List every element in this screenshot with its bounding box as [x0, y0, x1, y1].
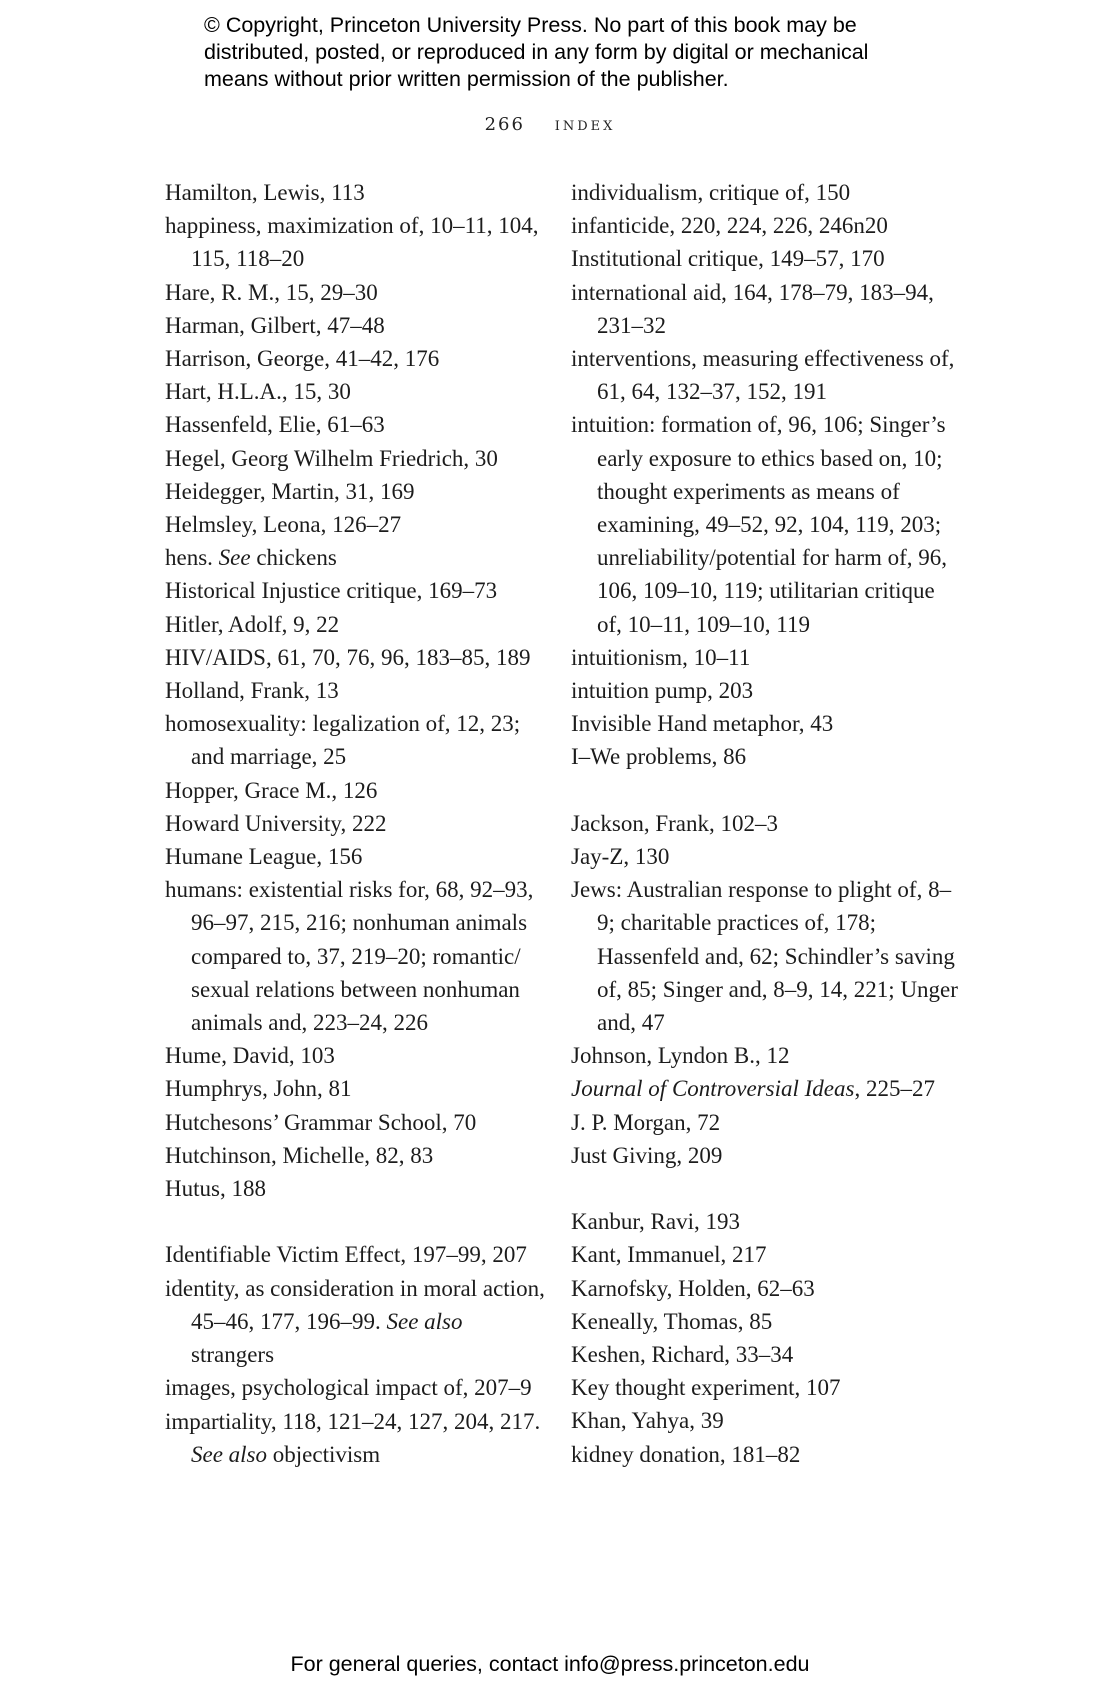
index-entry-text: objectivism [267, 1441, 381, 1467]
index-entry-text: Humphrys, John, 81 [165, 1076, 352, 1102]
index-entry [571, 1238, 961, 1271]
index-entry [165, 1172, 550, 1205]
index-entry [571, 707, 961, 740]
index-entry [165, 342, 550, 375]
index-entry [165, 442, 550, 475]
index-entry [571, 1438, 961, 1471]
section-title: index [554, 114, 616, 135]
index-entry-text: Hutus, 188 [165, 1176, 266, 1202]
index-entry-text: Hamilton, Lewis, 113 [165, 180, 365, 205]
index-entry-text: I–We problems, 86 [571, 744, 747, 770]
index-entry [571, 1272, 961, 1305]
index-entry-text: J. P. Morgan, 72 [571, 1109, 721, 1135]
index-entry [165, 1371, 550, 1404]
index-entry-text: Heidegger, Martin, 31, 169 [165, 478, 415, 504]
index-entry-italic-text: See [218, 545, 251, 571]
index-entry-text: kidney donation, 181–82 [571, 1441, 801, 1467]
index-entry-text: Hume, David, 103 [165, 1043, 335, 1069]
index-entry [571, 740, 961, 773]
index-entry [165, 375, 550, 408]
running-head [0, 114, 1100, 135]
index-entry [165, 541, 550, 574]
index-entry-text: Key thought experiment, 107 [571, 1375, 841, 1401]
page-number: 266 [484, 114, 525, 135]
index-entry-text: Hare, R. M., 15, 29–30 [165, 279, 378, 305]
index-entry [165, 574, 550, 607]
index-entry [165, 641, 550, 674]
index-entry [571, 674, 961, 707]
index-entry-text: identity, as consideration in moral action, 45–46, 177, 196–99. [165, 1275, 545, 1334]
index-entry [165, 209, 550, 275]
index-entry [165, 309, 550, 342]
index-entry-text: humans: existential risks for, 68, 92–93, 96–97, 215, 216; nonhuman animals compared to, 37, 219–20; romantic/ sexual relations between nonhuman animals and, 223–24, 226 [165, 877, 534, 1036]
index-entry-text: Jews: Australian response to plight of, 8–9; charitable practices of, 178; Hassenfeld and, 62; Schindler’s saving of, 85; Singer and, 8–9, 14, 221; Unger and, 47 [571, 877, 958, 1036]
index-entry-text: Karnofsky, Holden, 62–63 [571, 1275, 815, 1301]
index-entry-text: chickens [250, 545, 337, 571]
index-entry-text: Hopper, Grace M., 126 [165, 777, 378, 803]
index-entry [571, 408, 961, 640]
index-entry [165, 1405, 550, 1471]
index-entry-text: Howard University, 222 [165, 810, 387, 836]
index-entry-text: , 225–27 [854, 1076, 935, 1102]
index-entry [165, 1139, 550, 1172]
index-entry-text: Hart, H.L.A., 15, 30 [165, 379, 351, 405]
index-entry [165, 840, 550, 873]
index-entry [571, 1139, 961, 1172]
index-entry [571, 342, 961, 408]
index-entry [571, 1039, 961, 1072]
index-entry-text: Hutchesons’ Grammar School, 70 [165, 1109, 477, 1135]
index-entry-text: Jay-Z, 130 [571, 844, 670, 870]
index-entry-text: Hutchinson, Michelle, 82, 83 [165, 1142, 434, 1168]
index-entry-text: Johnson, Lyndon B., 12 [571, 1043, 790, 1069]
index-entry-italic-text: See also [386, 1308, 463, 1334]
index-entry [165, 807, 550, 840]
index-entry [165, 873, 550, 1039]
index-entry-text: Humane League, 156 [165, 844, 363, 870]
index-entry-italic-text: Journal of Controversial Ideas [571, 1076, 855, 1102]
index-column-left [165, 176, 550, 1471]
index-entry [571, 1404, 961, 1437]
index-entry [571, 276, 961, 342]
index-entry [165, 176, 550, 209]
index-entry-text: Kanbur, Ravi, 193 [571, 1209, 740, 1235]
index-entry [571, 873, 961, 1039]
index-entry [165, 408, 550, 441]
index-entry [571, 641, 961, 674]
index-entry-text: hens. [165, 545, 219, 571]
index-entry-text: individualism, critique of, 150 [571, 180, 851, 205]
index-entry-text: Holland, Frank, 13 [165, 678, 339, 704]
index-entry [571, 840, 961, 873]
index-entry-text: intuition: formation of, 96, 106; Singer’s early exposure to ethics based on, 10; thought experiments as means of examining, 49–52, 92, 104, 119, 203; unreliability/potential for harm of, 96, 106, 109–10, 119; utilitarian critique of, 10–11, 109–10, 119 [571, 412, 948, 637]
footer-contact: For general queries, contact info@press.princeton.edu [290, 1652, 810, 1676]
index-entry-text: impartiality, 118, 121–24, 127, 204, 217. [165, 1408, 541, 1434]
index-entry-text: infanticide, 220, 224, 226, 246n20 [571, 213, 888, 239]
index-entry [165, 276, 550, 309]
index-entry-text: Khan, Yahya, 39 [571, 1408, 724, 1434]
index-entry [165, 707, 550, 773]
copyright-line: means without prior written permission of the publisher. [204, 67, 729, 91]
index-entry-italic-text: See also [191, 1441, 268, 1467]
index-entry [165, 1106, 550, 1139]
index-entry [571, 807, 961, 840]
index-entry [571, 1305, 961, 1338]
index-entry-text: Just Giving, 209 [571, 1142, 723, 1168]
index-entry-text: Hassenfeld, Elie, 61–63 [165, 412, 385, 438]
index-entry [165, 608, 550, 641]
index-entry [571, 176, 961, 209]
index-entry-text: Kant, Immanuel, 217 [571, 1242, 767, 1268]
index-entry-text: Institutional critique, 149–57, 170 [571, 246, 885, 272]
index-entry-text: Hegel, Georg Wilhelm Friedrich, 30 [165, 445, 498, 471]
index-entry [571, 242, 961, 275]
index-entry-text: images, psychological impact of, 207–9 [165, 1375, 532, 1401]
index-entry-text: Keneally, Thomas, 85 [571, 1308, 773, 1334]
index-entry [165, 508, 550, 541]
index-entry-text: intuition pump, 203 [571, 678, 754, 704]
index-entry-text: Invisible Hand metaphor, 43 [571, 711, 834, 737]
index-entry [165, 1039, 550, 1072]
index-entry-text: interventions, measuring effectiveness of, 61, 64, 132–37, 152, 191 [571, 346, 955, 405]
index-entry [571, 209, 961, 242]
index-entry [571, 1205, 961, 1238]
copyright-line: distributed, posted, or reproduced in any form by digital or mechanical [204, 40, 869, 64]
index-entry-text: strangers [191, 1342, 275, 1368]
index-entry-text: homosexuality: legalization of, 12, 23; and marriage, 25 [165, 711, 521, 770]
index-entry-text: international aid, 164, 178–79, 183–94, 231–32 [571, 279, 934, 338]
index-entry-text: Identifiable Victim Effect, 197–99, 207 [165, 1242, 527, 1268]
index-entry-text: intuitionism, 10–11 [571, 644, 751, 670]
index-entry-text: Historical Injustice critique, 169–73 [165, 578, 498, 604]
index-entry [165, 475, 550, 508]
index-entry [571, 1371, 961, 1404]
index-entry-text: Helmsley, Leona, 126–27 [165, 512, 402, 538]
index-entry [571, 1106, 961, 1139]
index-entry-text: Hitler, Adolf, 9, 22 [165, 611, 340, 637]
index-column-right [571, 176, 961, 1471]
copyright-notice [204, 12, 904, 93]
index-entry [571, 1338, 961, 1371]
index-entry-text: HIV/AIDS, 61, 70, 76, 96, 183–85, 189 [165, 644, 531, 670]
index-entry-text: Keshen, Richard, 33–34 [571, 1342, 794, 1368]
index-entry [165, 1238, 550, 1271]
index-entry-text: Harman, Gilbert, 47–48 [165, 312, 385, 338]
copyright-line: © Copyright, Princeton University Press. No part of this book may be [204, 13, 857, 37]
index-entry [165, 1072, 550, 1105]
index-entry [165, 774, 550, 807]
index-entry [165, 674, 550, 707]
index-entry-text: Harrison, George, 41–42, 176 [165, 346, 440, 372]
index-entry [165, 1272, 550, 1372]
index-entry [571, 1072, 961, 1105]
index-entry-text: happiness, maximization of, 10–11, 104, 115, 118–20 [165, 213, 539, 272]
index-entry-text: Jackson, Frank, 102–3 [571, 810, 778, 836]
